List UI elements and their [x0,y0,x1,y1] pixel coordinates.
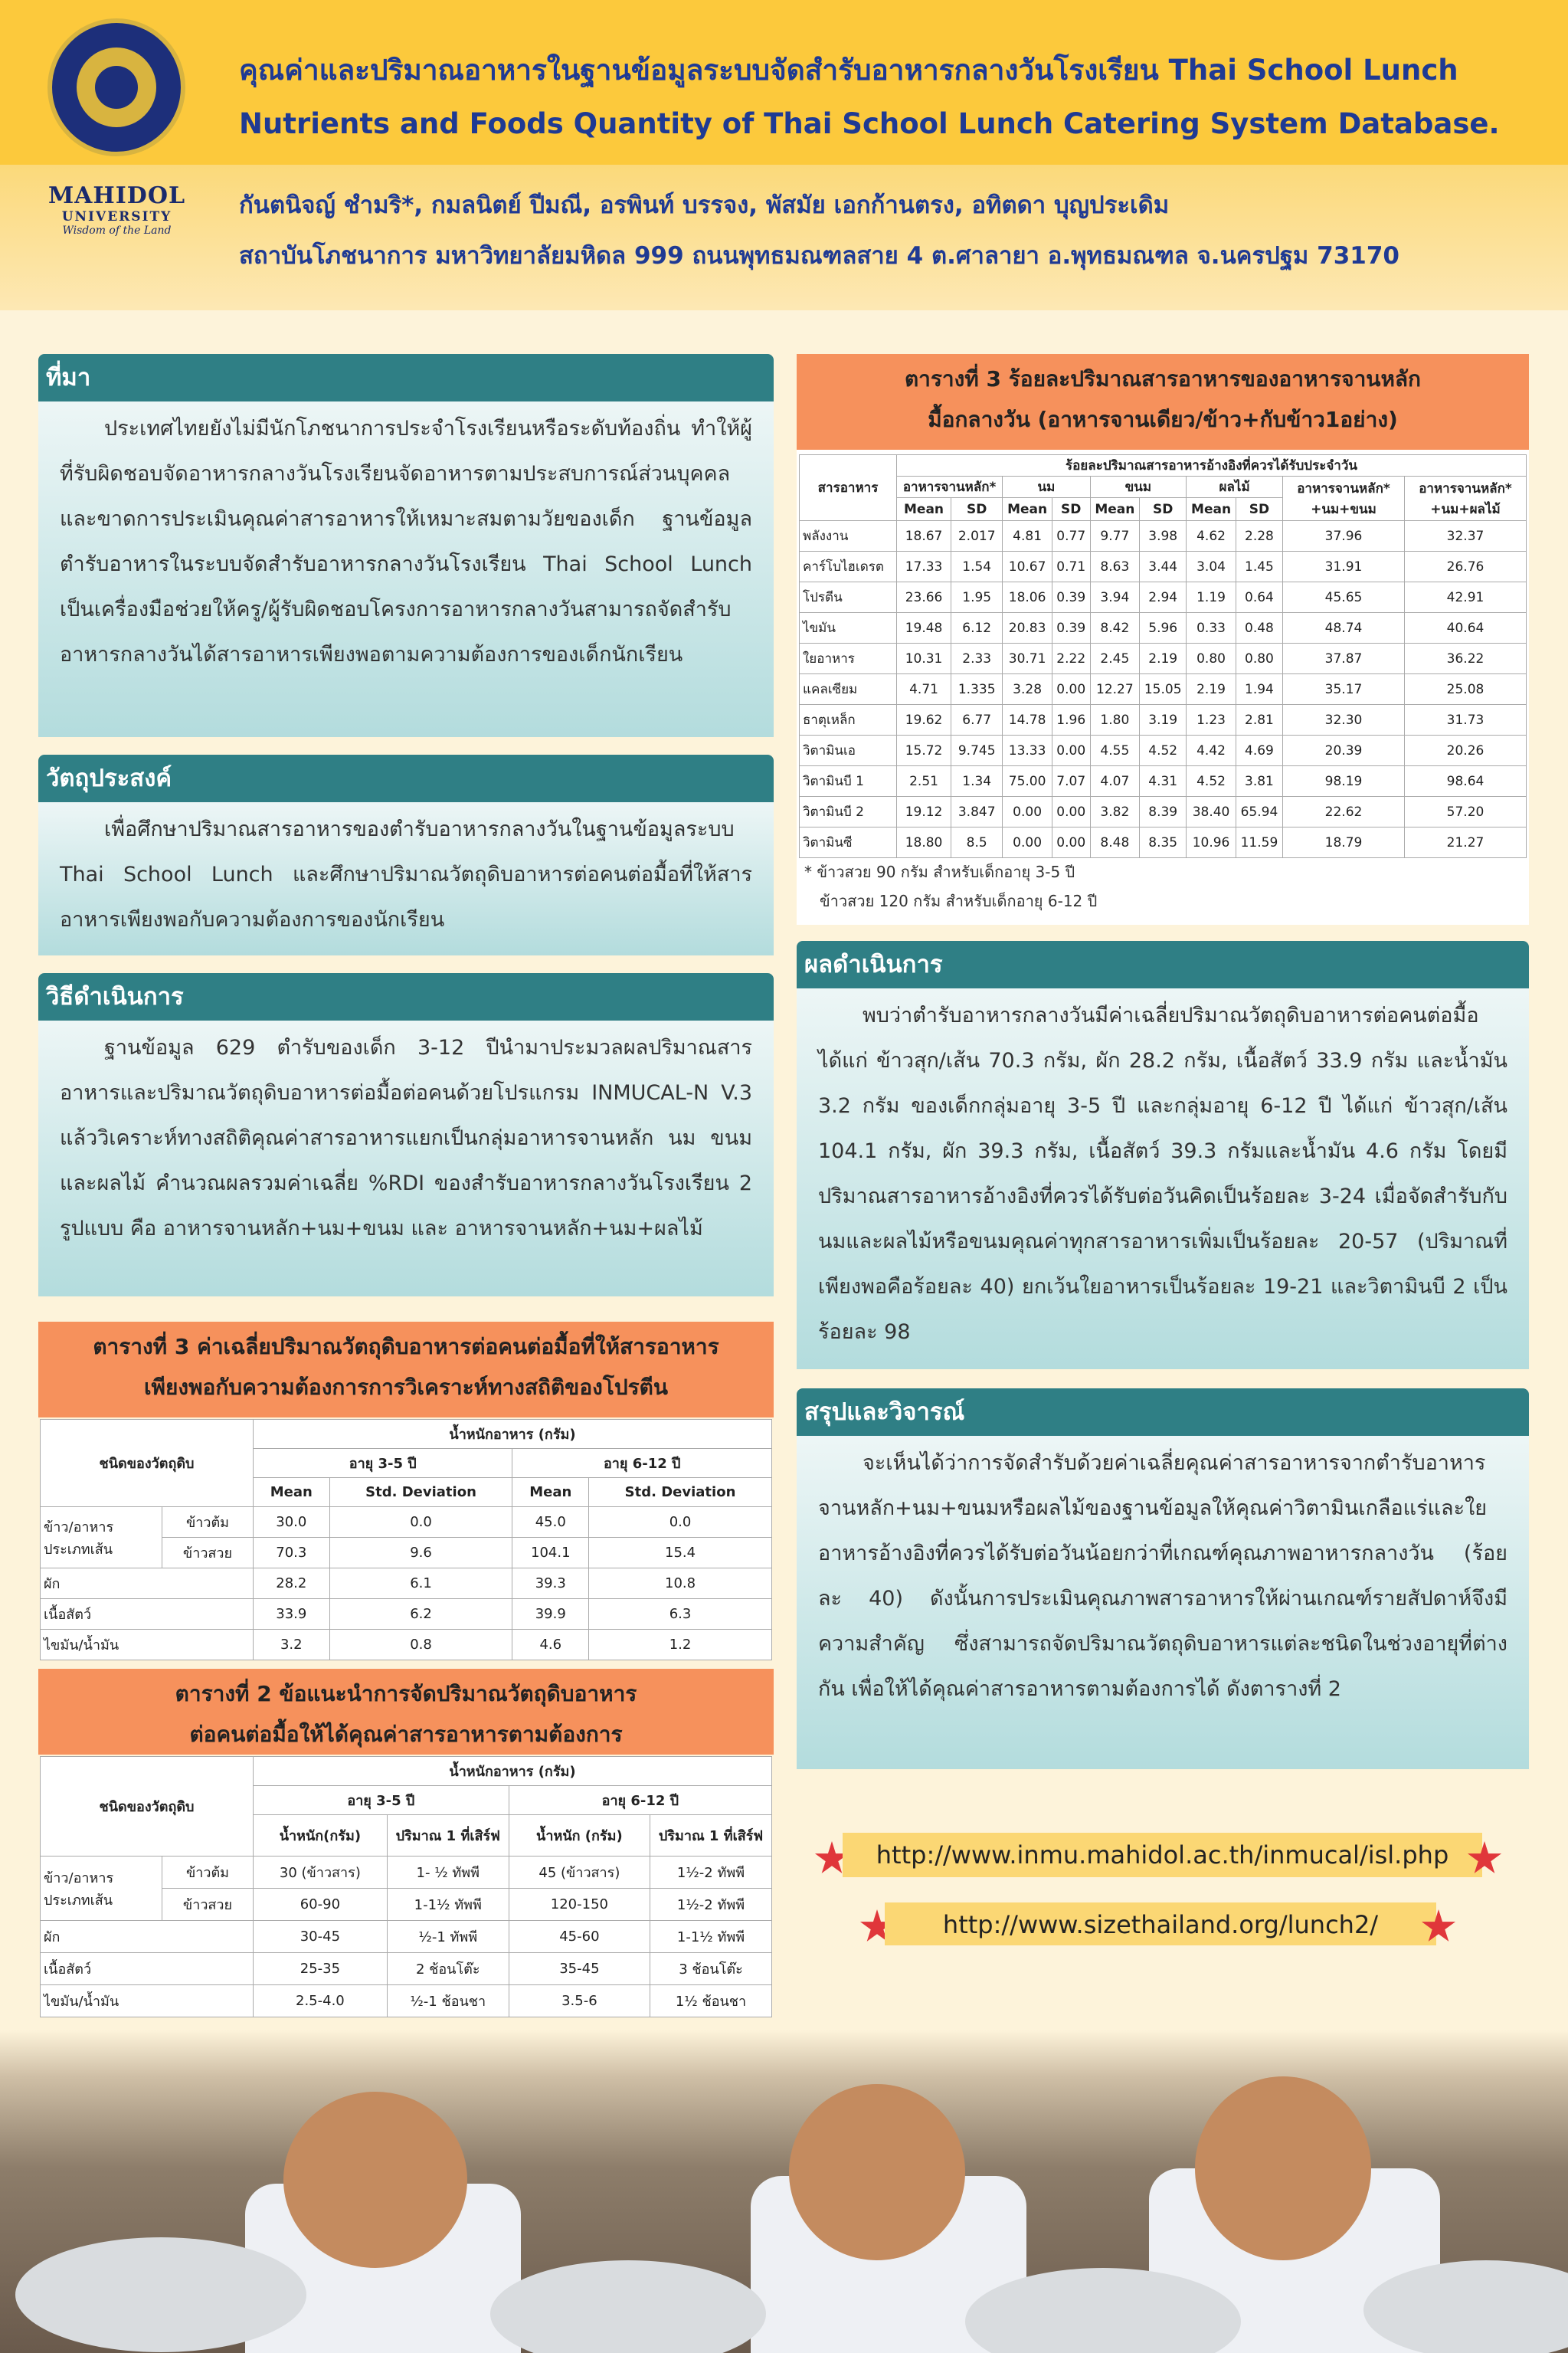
table-cell: 4.55 [1090,736,1140,766]
table-row: ข้าว/อาหารประเภทเส้น ข้าวต้ม 30.0 0.0 45.0 0.0 [41,1507,772,1538]
table-cell: 1.34 [951,766,1003,797]
table-cell: 1.335 [951,674,1003,705]
table-cell: 30.71 [1003,644,1052,674]
table-cell: 2.22 [1052,644,1090,674]
nutrient-name: ไขมัน [800,613,897,644]
table-cell: 2.28 [1236,521,1282,552]
link-sizethailand[interactable]: http://www.sizethailand.org/lunch2/ [885,1902,1436,1945]
table-cell: 12.27 [1090,674,1140,705]
table-cell: 17.33 [897,552,951,582]
table-cell: 5.96 [1140,613,1187,644]
table-cell: 40.64 [1405,613,1527,644]
table-cell: 18.80 [897,827,951,858]
table-cell: 4.52 [1187,766,1236,797]
table-cell: 3.28 [1003,674,1052,705]
mahidol-seal-logo [47,18,185,156]
table-cell: 3.19 [1140,705,1187,736]
table-cell: 19.48 [897,613,951,644]
table-cell: 4.42 [1187,736,1236,766]
section-background: ประเทศไทยยังไม่มีนักโภชนาการประจำโรงเรียนหรือระดับท้องถิ่น ทำให้ผู้ที่รับผิดชอบจัดอาหารกลางวันโรงเรียนจัดอาหารตามประสบการณ์ส่วนบุคคลและขาดการประเมินคุณค่าสารอาหารให้เหมาะสมตามวัยของเด็ก ฐานข้อมูลตำรับอาหารในระบบจัดสำรับอาหารกลางวันโรงเรียน Thai School Lunch เป็นเครื่องมือช่วยให้ครู/ผู้รับผิดชอบโครงการอาหารกลางวันสามารถจัดสำรับอาหารกลางวันได้สารอาหารเพียงพอตามความต้องการของเด็กนักเรียน [38,401,774,737]
table-cell: 8.39 [1140,797,1187,827]
table-cell: 1.45 [1236,552,1282,582]
table-cell: 38.40 [1187,797,1236,827]
table-cell: 3.04 [1187,552,1236,582]
table-cell: 48.74 [1283,613,1405,644]
table-cell: 0.48 [1236,613,1282,644]
table-cell: 8.48 [1090,827,1140,858]
table2: ชนิดของวัตถุดิบ น้ำหนักอาหาร (กรัม) อายุ 3-5 ปี อายุ 6-12 ปี น้ำหนัก(กรัม) ปริมาณ 1 ที่เสิร์ฟ น้ำหนัก (กรัม) ปริมาณ 1 ที่เสิร์ฟ ข้าว/อาหารประเภทเส้น ข้าวต้ม 30 (ข้าวสาร) 1- ½ ทัพพี 45 (ข้าวสาร) 1½-2 ทัพพี ข้าวสวย 60-90 1-1½ ทัพพี 120-150 1½-2 ทัพพี ผัก 30-45 ½-1 ทัพพี 45-60 1-1½ ทัพพี เนื้อสัตว์ 25-35 2 ช้อนโต๊ะ 35-45 3 ช้อนโต๊ะ ไขมัน/น้ำมัน 2.5-4.0 ½-1 ช้อนชา 3.5-6 1½ ช้อนชา [40,1756,772,2017]
section-conclusion: จะเห็นได้ว่าการจัดสำรับด้วยค่าเฉลี่ยคุณค่าสารอาหารจากตำรับอาหารจานหลัก+นม+ขนมหรือผลไม้ของฐานข้อมูลให้คุณค่าวิตามินเกลือแร่และใยอาหารอ้างอิงที่ควรได้รับต่อวันน้อยกว่าที่เกณฑ์คุณภาพอาหารกลางวัน (ร้อยละ 40) ดังนั้นการประเมินคุณภาพสารอาหารให้ผ่านเกณฑ์รายสัปดาห์จึงมีความสำคัญ ซึ่งสามารถจัดปริมาณวัตถุดิบอาหารแต่ละชนิดในช่วงอายุที่ต่างกัน เพื่อให้ได้คุณค่าสารอาหารตามต้องการได้ ดังตารางที่ 2 [797,1436,1529,1769]
table3b-caption: ตารางที่ 3 ร้อยละปริมาณสารอาหารของอาหารจานหลัก มื้อกลางวัน (อาหารจานเดียว/ข้าว+กับข้าว1อย่าง) [797,354,1529,450]
link-inmucal[interactable]: http://www.inmu.mahidol.ac.th/inmucal/isl.php [843,1833,1482,1877]
table-cell: 1.19 [1187,582,1236,613]
table-cell: 22.62 [1283,797,1405,827]
nutrient-name: แคลเซียม [800,674,897,705]
table-row: ข้าวสวย 60-90 1-1½ ทัพพี 120-150 1½-2 ทัพพี [41,1889,772,1921]
table-cell: 2.45 [1090,644,1140,674]
nutrient-name: วิตามินซี [800,827,897,858]
table-row [800,827,1527,858]
table-cell: 32.30 [1283,705,1405,736]
table-cell: 37.87 [1283,644,1405,674]
table-row: ไขมัน/น้ำมัน 2.5-4.0 ½-1 ช้อนชา 3.5-6 1½ ช้อนชา [41,1985,772,2017]
table-cell: 0.00 [1052,797,1090,827]
table-cell: 3.81 [1236,766,1282,797]
table-cell: 20.26 [1405,736,1527,766]
table-cell: 15.05 [1140,674,1187,705]
photo-students-lunch [0,2030,1568,2353]
table-cell: 45.65 [1283,582,1405,613]
table-row [800,797,1527,827]
table3b: สารอาหาร ร้อยละปริมาณสารอาหารอ้างอิงที่ควรได้รับประจำวัน อาหารจานหลัก* นม ขนม ผลไม้ อาหารจานหลัก* +นม+ขนม อาหารจานหลัก* +นม+ผลไม้ Mean SD Mean SD Mean SD Mean SD พลังงาน 18.67 2.017 4.81 0.77 9.77 3.98 4.62 2.28 37.96 32.37 คาร์โบไฮเดรต 17.33 1.54 10.67 0.71 8.63 3.44 3.04 1.45 31.91 26.76 โปรตีน 23.66 1.95 18.06 0.39 3.94 2.94 1.19 0.64 45.65 42.91 ไขมัน 19.48 6.12 20.83 0.39 8.42 5.96 0.33 0.48 48.74 40.64 ใยอาหาร 10.31 2.33 30.71 2.22 2.45 2.19 0.80 0.80 37.87 36.22 แคลเซียม 4.71 1.335 3.28 0.00 12.27 15.05 2.19 1.94 35.17 25.08 ธาตุเหล็ก 19.62 6.77 14.78 1.96 1.80 3.19 1.23 2.81 32.30 31.73 วิตามินเอ 15.72 9.745 13.33 0.00 4.55 4.52 4.42 4.69 20.39 20.26 วิตามินบี 1 2.51 1.34 75.00 7.07 4.07 4.31 4.52 3.81 98.19 98.64 วิตามินบี 2 19.12 3.847 0.00 0.00 3.82 8.39 38.40 65.94 22.62 57.20 วิตามินซี 18.80 8.5 0.00 0.00 8.48 8.35 10.96 11.59 18.79 21.27 [799,454,1527,858]
table-cell: 3.847 [951,797,1003,827]
table-cell: 0.39 [1052,613,1090,644]
table-cell: 3.98 [1140,521,1187,552]
table-cell: 18.79 [1283,827,1405,858]
table-cell: 6.77 [951,705,1003,736]
table-row [800,644,1527,674]
table-cell: 65.94 [1236,797,1282,827]
table-cell: 2.51 [897,766,951,797]
section-heading-objective: วัตถุประสงค์ [38,755,774,802]
table-cell: 4.69 [1236,736,1282,766]
table-cell: 15.72 [897,736,951,766]
table-cell: 0.77 [1052,521,1090,552]
affiliation: สถาบันโภชนาการ มหาวิทยาลัยมหิดล 999 ถนนพุทธมณฑลสาย 4 ต.ศาลายา อ.พุทธมณฑล จ.นครปฐม 73170 [239,242,1400,270]
section-objective: เพื่อศึกษาปริมาณสารอาหารของตำรับอาหารกลางวันในฐานข้อมูลระบบ Thai School Lunch และศึกษาปริมาณวัตถุดิบอาหารต่อคนต่อมื้อที่ให้สารอาหารเพียงพอกับความต้องการของนักเรียน [38,802,774,955]
section-heading-conclusion: สรุปและวิจารณ์ [797,1388,1529,1436]
table-cell: 4.62 [1187,521,1236,552]
table2-caption: ตารางที่ 2 ข้อแนะนำการจัดปริมาณวัตถุดิบอาหาร ต่อคนต่อมื้อให้ได้คุณค่าสารอาหารตามต้องการ [38,1669,774,1755]
table-cell: 3.94 [1090,582,1140,613]
table-row: เนื้อสัตว์ 33.9 6.2 39.9 6.3 [41,1599,772,1630]
table-cell: 13.33 [1003,736,1052,766]
section-heading-background: ที่มา [38,354,774,401]
section-results: พบว่าตำรับอาหารกลางวันมีค่าเฉลี่ยปริมาณวัตถุดิบอาหารต่อคนต่อมื้อ ได้แก่ ข้าวสุก/เส้น 70.3 กรัม, ผัก 28.2 กรัม, เนื้อสัตว์ 33.9 กรัม และน้ำมัน 3.2 กรัม ของเด็กกลุ่มอายุ 3-5 ปี และกลุ่มอายุ 6-12 ปี ได้แก่ ข้าวสุก/เส้น 104.1 กรัม, ผัก 39.3 กรัม, เนื้อสัตว์ 39.3 กรัมและน้ำมัน 4.6 กรัม โดยมีปริมาณสารอาหารอ้างอิงที่ควรได้รับต่อวันคิดเป็นร้อยละ 3-24 เมื่อจัดสำรับกับนมและผลไม้หรือขนมคุณค่าทุกสารอาหารเพิ่มเป็นร้อยละ 20-57 (ปริมาณที่เพียงพอคือร้อยละ 40) ยกเว้นใยอาหารเป็นร้อยละ 19-21 และวิตามินบี 2 เป็นร้อยละ 98 [797,988,1529,1369]
table-cell: 11.59 [1236,827,1282,858]
table3b-note-2: ข้าวสวย 120 กรัม สำหรับเด็กอายุ 6-12 ปี [820,892,1098,910]
table-row: ไขมัน/น้ำมัน 3.2 0.8 4.6 1.2 [41,1630,772,1660]
table-row [800,674,1527,705]
table-cell: 31.73 [1405,705,1527,736]
table-cell: 19.12 [897,797,951,827]
poster-header [0,0,1568,310]
table-cell: 0.80 [1236,644,1282,674]
table-row: ผัก 30-45 ½-1 ทัพพี 45-60 1-1½ ทัพพี [41,1921,772,1953]
table-cell: 42.91 [1405,582,1527,613]
table-cell: 10.96 [1187,827,1236,858]
table-cell: 19.62 [897,705,951,736]
table-row [800,582,1527,613]
nutrient-name: โปรตีน [800,582,897,613]
table3b-note-1: * ข้าวสวย 90 กรัม สำหรับเด็กอายุ 3-5 ปี [804,863,1075,881]
table-cell: 1.94 [1236,674,1282,705]
table-cell: 57.20 [1405,797,1527,827]
table-cell: 0.39 [1052,582,1090,613]
section-method: ฐานข้อมูล 629 ตำรับของเด็ก 3-12 ปีนำมาประมวลผลปริมาณสารอาหารและปริมาณวัตถุดิบอาหารต่อมื้อต่อคนด้วยโปรแกรม INMUCAL-N V.3 แล้ววิเคราะห์ทางสถิติคุณค่าสารอาหารแยกเป็นกลุ่มอาหารจานหลัก นม ขนม และผลไม้ คำนวณผลรวมค่าเฉลี่ย %RDI ของสำรับอาหารกลางวันโรงเรียน 2 รูปแบบ คือ อาหารจานหลัก+นม+ขนม และ อาหารจานหลัก+นม+ผลไม้ [38,1021,774,1296]
table-cell: 9.745 [951,736,1003,766]
table-cell: 8.35 [1140,827,1187,858]
table-cell: 2.81 [1236,705,1282,736]
table-cell: 2.017 [951,521,1003,552]
table-cell: 8.42 [1090,613,1140,644]
nutrient-name: วิตามินบี 1 [800,766,897,797]
table-cell: 18.67 [897,521,951,552]
table-cell: 10.31 [897,644,951,674]
table-cell: 3.44 [1140,552,1187,582]
table-cell: 98.19 [1283,766,1405,797]
nutrient-name: พลังงาน [800,521,897,552]
table-cell: 35.17 [1283,674,1405,705]
table-cell: 18.06 [1003,582,1052,613]
table-cell: 0.00 [1052,827,1090,858]
table-cell: 0.00 [1052,674,1090,705]
table-cell: 26.76 [1405,552,1527,582]
table-cell: 4.81 [1003,521,1052,552]
table-cell: 0.33 [1187,613,1236,644]
nutrient-name: วิตามินบี 2 [800,797,897,827]
table-cell: 32.37 [1405,521,1527,552]
table-cell: 4.71 [897,674,951,705]
table-cell: 14.78 [1003,705,1052,736]
table-cell: 1.23 [1187,705,1236,736]
table-cell: 6.12 [951,613,1003,644]
table-cell: 2.19 [1140,644,1187,674]
table-cell: 8.63 [1090,552,1140,582]
table-cell: 2.94 [1140,582,1187,613]
table-row: ข้าวสวย 70.3 9.6 104.1 15.4 [41,1538,772,1568]
table-cell: 2.19 [1187,674,1236,705]
table-cell: 4.07 [1090,766,1140,797]
table-cell: 0.64 [1236,582,1282,613]
table-cell: 1.95 [951,582,1003,613]
table-cell: 25.08 [1405,674,1527,705]
table-cell: 0.80 [1187,644,1236,674]
nutrient-name: คาร์โบไฮเดรต [800,552,897,582]
table-cell: 4.31 [1140,766,1187,797]
nutrient-name: ธาตุเหล็ก [800,705,897,736]
table-cell: 23.66 [897,582,951,613]
table-row [800,552,1527,582]
table-cell: 98.64 [1405,766,1527,797]
table-cell: 10.67 [1003,552,1052,582]
table-cell: 4.52 [1140,736,1187,766]
nutrient-name: ใยอาหาร [800,644,897,674]
table-cell: 3.82 [1090,797,1140,827]
table-cell: 21.27 [1405,827,1527,858]
title-thai: คุณค่าและปริมาณอาหารในฐานข้อมูลระบบจัดสำรับอาหารกลางวันโรงเรียน Thai School Lunch [239,54,1458,87]
table-cell: 31.91 [1283,552,1405,582]
section-heading-method: วิธีดำเนินการ [38,973,774,1021]
table-row [800,736,1527,766]
table3a-caption: ตารางที่ 3 ค่าเฉลี่ยปริมาณวัตถุดิบอาหารต่อคนต่อมื้อที่ให้สารอาหาร เพียงพอกับความต้องการการวิเคราะห์ทางสถิติของโปรตีน [38,1322,774,1417]
table-cell: 8.5 [951,827,1003,858]
section-heading-results: ผลดำเนินการ [797,941,1529,988]
table-row: เนื้อสัตว์ 25-35 2 ช้อนโต๊ะ 35-45 3 ช้อนโต๊ะ [41,1953,772,1985]
table-row [800,705,1527,736]
table-row [800,613,1527,644]
table-cell: 0.00 [1052,736,1090,766]
university-name: MAHIDOL UNIVERSITY Wisdom of the Land [47,182,186,237]
table-row [800,521,1527,552]
table-cell: 1.80 [1090,705,1140,736]
table-cell: 2.33 [951,644,1003,674]
table-row: ข้าว/อาหารประเภทเส้น ข้าวต้ม 30 (ข้าวสาร) 1- ½ ทัพพี 45 (ข้าวสาร) 1½-2 ทัพพี [41,1857,772,1889]
nutrient-name: วิตามินเอ [800,736,897,766]
title-english: Nutrients and Foods Quantity of Thai School Lunch Catering System Database. [239,107,1500,140]
table-cell: 1.54 [951,552,1003,582]
table-cell: 9.77 [1090,521,1140,552]
table-cell: 1.96 [1052,705,1090,736]
table-cell: 7.07 [1052,766,1090,797]
table-cell: 75.00 [1003,766,1052,797]
authors: กันตนิจญ์ ชำมริ*, กมลนิตย์ ปีมณี, อรพินท์ บรรจง, พัสมัย เอกก้านตรง, อทิตดา บุญประเดิม [239,192,1170,219]
table-cell: 0.00 [1003,797,1052,827]
table-cell: 0.00 [1003,827,1052,858]
table-cell: 20.83 [1003,613,1052,644]
table-row [800,766,1527,797]
table-row: ผัก 28.2 6.1 39.3 10.8 [41,1568,772,1599]
table-cell: 20.39 [1283,736,1405,766]
table-cell: 37.96 [1283,521,1405,552]
table3a: ชนิดของวัตถุดิบ น้ำหนักอาหาร (กรัม) อายุ 3-5 ปี อายุ 6-12 ปี Mean Std. Deviation Mean Std. Deviation ข้าว/อาหารประเภทเส้น ข้าวต้ม 30.0 0.0 45.0 0.0 ข้าวสวย 70.3 9.6 104.1 15.4 ผัก 28.2 6.1 39.3 10.8 เนื้อสัตว์ 33.9 6.2 39.9 6.3 ไขมัน/น้ำมัน 3.2 0.8 4.6 1.2 [40,1419,772,1660]
table-cell: 36.22 [1405,644,1527,674]
table-cell: 0.71 [1052,552,1090,582]
